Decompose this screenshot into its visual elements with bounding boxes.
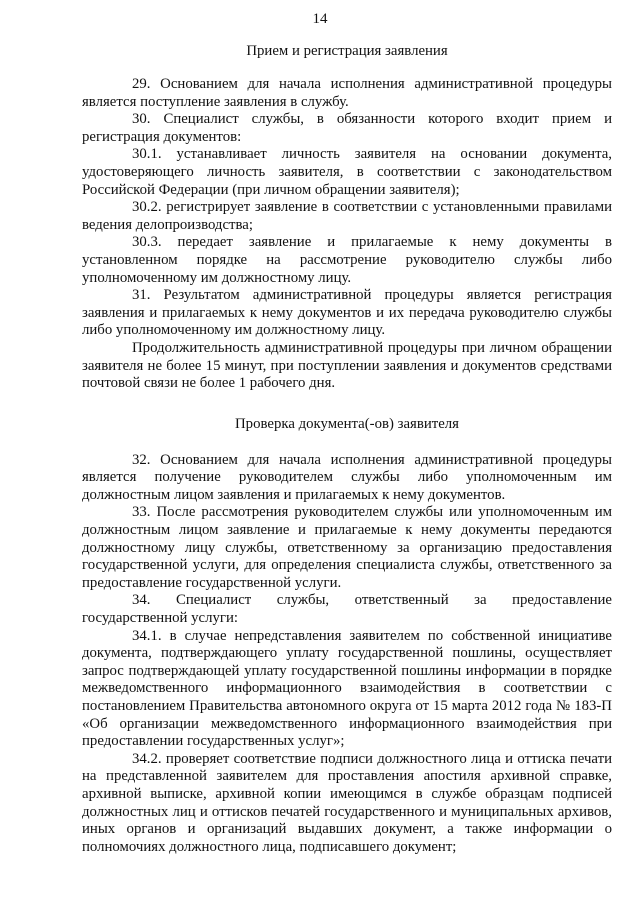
paragraph-31: 31. Результатом административной процедуры является регистрация заявления и прилагаемых к нему документов и их передача руководителю службы либо уполномоченному им должностному лицу. (82, 287, 612, 339)
paragraph-duration: Продолжительность административной процедуры при личном обращении заявителя не более 15 минут, при поступлении заявления и документов средствами почтовой связи не более 1 рабочего дня. (82, 339, 612, 392)
paragraph-34-2: 34.2. проверяет соответствие подписи должностного лица и оттиска печати на представленной заявителем для проставления апостиля архивной справке, архивной выписке, архивной копии имеющимся в службе образцам подписей должностных лиц и оттисков печатей государственного и муниципальных архивов, иных органов и организаций выдавших документ, а также информации о полномочиях должностного лица, подписавшего документ; (82, 750, 612, 855)
paragraph-30-1: 30.1. устанавливает личность заявителя на основании документа, удостоверяющего личность заявителя, в соответствии с законодательством Российской Федерации (при личном обращении заявителя); (82, 146, 612, 198)
document-body (82, 42, 612, 856)
paragraph-30: 30. Специалист службы, в обязанности которого входит прием и регистрация документов: (82, 111, 612, 145)
paragraph-34: 34. Специалист службы, ответственный за предоставление государственной услуги: (82, 592, 612, 627)
paragraph-32: 32. Основанием для начала исполнения административной процедуры является получение руководителем службы либо уполномоченным им должностным лицом заявления и прилагаемых к нему документов. (82, 451, 612, 503)
section-heading-reception: Прием и регистрация заявления (246, 43, 448, 59)
paragraph-29: 29. Основанием для начала исполнения административной процедуры является поступление заявления в службу. (82, 76, 612, 110)
section-heading-verification: Проверка документа(-ов) заявителя (235, 415, 459, 432)
paragraph-30-3: 30.3. передает заявление и прилагаемые к нему документы в установленном порядке на рассмотрение руководителю службы либо уполномоченному им должностному лицу. (82, 234, 612, 286)
paragraph-33: 33. После рассмотрения руководителем службы или уполномоченным им должностным лицом заявление и прилагаемые к нему документы передаются должностному лицу службы, ответственному за организацию предоставления государственной услуги, для определения специалиста службы, ответственного за предоставление государственной услуги. (82, 504, 612, 591)
page-number: 14 (312, 11, 328, 27)
paragraph-34-1: 34.1. в случае непредставления заявителем по собственной инициативе документа, подтверждающего уплату государственной пошлины, осуществляет запрос подтверждающей уплату государственной пошлины информации в порядке межведомственного информационного взаимодействия в соответствии с постановлением Правительства автономного округа от 15 марта 2012 года № 183-П «Об организации межведомственного информационного взаимодействия при предоставлении государственных услуг»; (82, 627, 612, 750)
paragraph-30-2: 30.2. регистрирует заявление в соответствии с установленными правилами ведения делопроизводства; (82, 199, 612, 233)
